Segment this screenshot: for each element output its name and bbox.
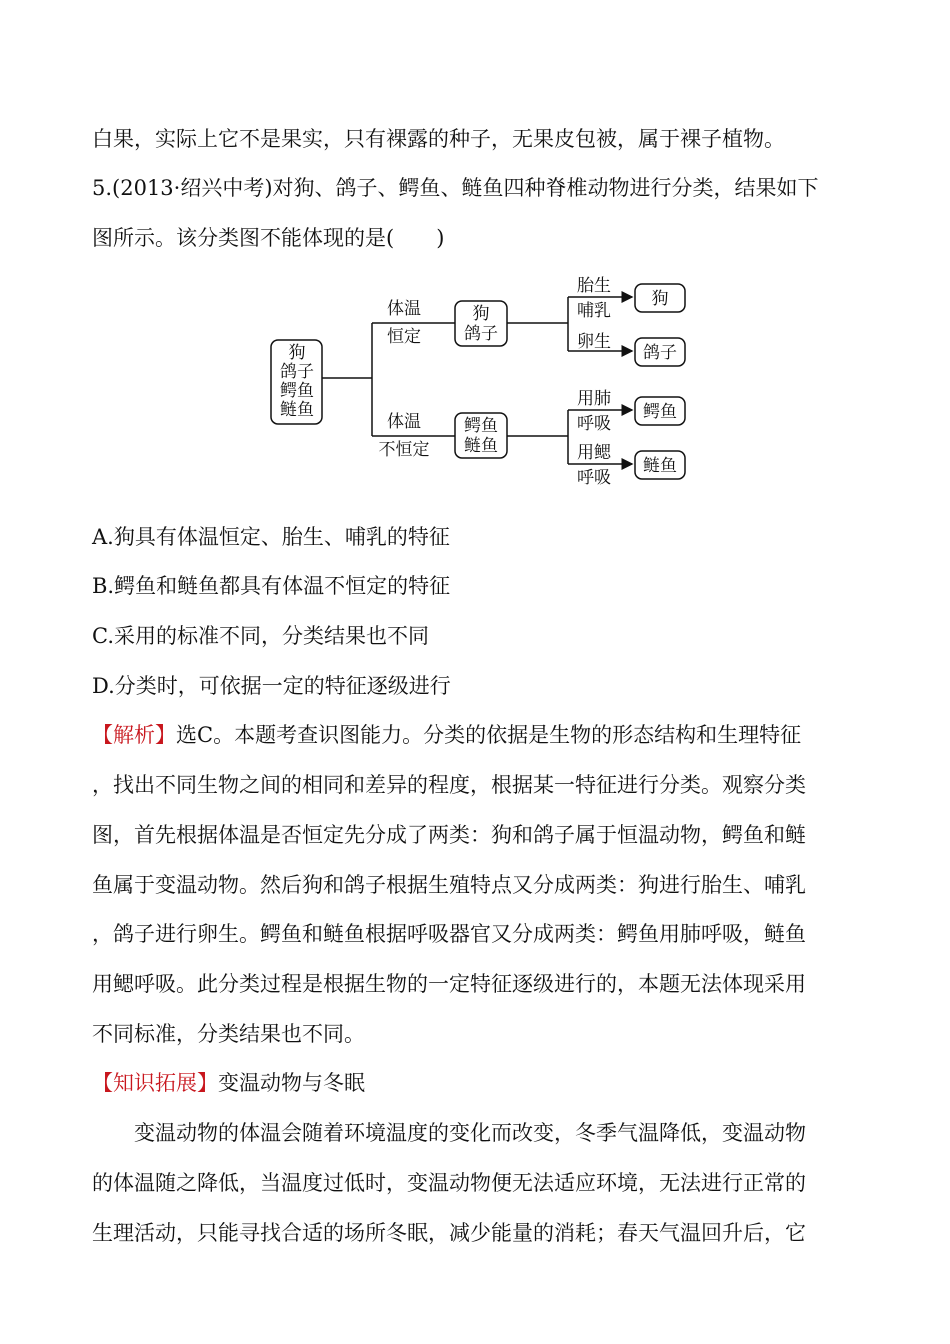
analysis-text: 选C。本题考查识图能力。分类的依据是生物的形态结构和生理特征	[176, 723, 802, 747]
root-item: 鸽子	[280, 362, 314, 382]
analysis-line: 图，首先根据体温是否恒定先分成了两类：狗和鸽子属于恒温动物，鳄鱼和鲢	[92, 823, 806, 847]
group-item: 鸽子	[464, 324, 498, 344]
analysis-line: ，找出不同生物之间的相同和差异的程度，根据某一特征进行分类。观察分类	[92, 773, 806, 797]
knowledge-line: 变温动物的体温会随着环境温度的变化而改变，冬季气温降低，变温动物	[134, 1121, 806, 1145]
question-5-stem-cont: 图所示。该分类图不能体现的是( )	[92, 226, 445, 250]
option-c: C.采用的标准不同，分类结果也不同	[92, 624, 429, 648]
option-a: A.狗具有体温恒定、胎生、哺乳的特征	[92, 525, 450, 549]
leaf-label: 鳄鱼	[643, 402, 677, 422]
root-item: 鳄鱼	[280, 381, 314, 401]
edge-label: 不恒定	[378, 440, 430, 460]
knowledge-heading	[92, 1068, 365, 1098]
knowledge-label: 【知识拓展】	[92, 1071, 218, 1095]
root-item: 狗	[288, 343, 306, 363]
text-line: 白果，实际上它不是果实，只有裸露的种子，无果皮包被，属于裸子植物。	[92, 127, 785, 151]
knowledge-title: 变温动物与冬眠	[218, 1071, 365, 1095]
option-b: B.鳄鱼和鲢鱼都具有体温不恒定的特征	[92, 574, 451, 598]
leaf-label: 狗	[651, 289, 669, 309]
edge-label: 胎生	[577, 276, 611, 296]
group-item: 狗	[472, 304, 490, 324]
analysis-line: 用鳃呼吸。此分类过程是根据生物的一定特征逐级进行的，本题无法体现采用	[92, 972, 806, 996]
analysis-label: 【解析】	[92, 723, 176, 747]
knowledge-line: 生理活动，只能寻找合适的场所冬眠，减少能量的消耗；春天气温回升后，它	[92, 1221, 806, 1245]
analysis-line: 鱼属于变温动物。然后狗和鸽子根据生殖特点又分成两类：狗进行胎生、哺乳	[92, 873, 806, 897]
edge-label: 用鳃	[577, 443, 611, 463]
edge-label: 用肺	[577, 389, 611, 409]
group-item: 鲢鱼	[464, 436, 498, 456]
edge-label: 呼吸	[577, 468, 611, 488]
option-d: D.分类时，可依据一定的特征逐级进行	[92, 674, 451, 698]
edge-label: 卵生	[577, 332, 611, 352]
root-item: 鲢鱼	[280, 400, 314, 420]
edge-label: 呼吸	[577, 414, 611, 434]
analysis-line: 不同标准，分类结果也不同。	[92, 1022, 365, 1046]
analysis-line	[92, 720, 801, 750]
leaf-label: 鸽子	[643, 343, 677, 363]
classification-diagram	[260, 270, 700, 500]
edge-label: 体温	[387, 412, 421, 432]
group-item: 鳄鱼	[464, 416, 498, 436]
leaf-label: 鲢鱼	[643, 456, 677, 476]
analysis-line: ，鸽子进行卵生。鳄鱼和鲢鱼根据呼吸器官又分成两类：鳄鱼用肺呼吸，鲢鱼	[92, 922, 806, 946]
question-5-stem: 5.(2013·绍兴中考)对狗、鸽子、鳄鱼、鲢鱼四种脊椎动物进行分类，结果如下	[92, 176, 819, 200]
edge-label: 恒定	[387, 327, 421, 347]
edge-label: 哺乳	[577, 301, 611, 321]
edge-label: 体温	[387, 299, 421, 319]
knowledge-line: 的体温随之降低，当温度过低时，变温动物便无法适应环境，无法进行正常的	[92, 1171, 806, 1195]
